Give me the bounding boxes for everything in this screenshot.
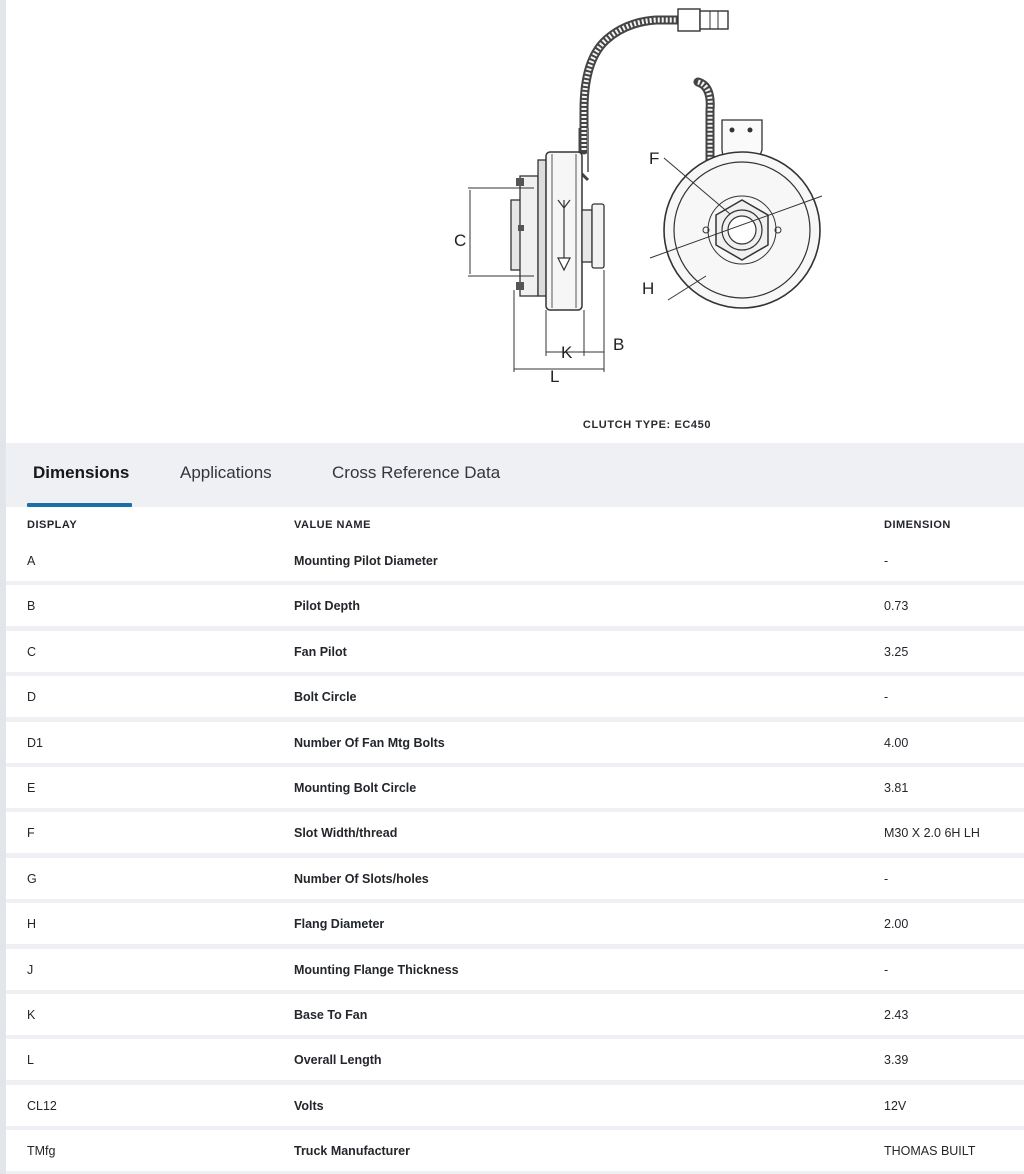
- table-row: [6, 1130, 1024, 1171]
- cell-value-name: Truck Manufacturer: [294, 1144, 411, 1159]
- front-bore-inner: [728, 216, 756, 244]
- cell-dimension: M30 X 2.0 6H LH: [884, 826, 980, 841]
- side-flange: [520, 176, 538, 296]
- table-row: [6, 540, 1024, 581]
- cell-display: E: [27, 780, 36, 795]
- dim-label-c: C: [454, 231, 467, 250]
- cell-display: A: [27, 554, 36, 568]
- cell-dimension: THOMAS BUILT: [884, 1144, 976, 1159]
- cell-display: F: [27, 826, 35, 841]
- cell-value-name: Mounting Flange Thickness: [294, 962, 459, 977]
- cell-display: H: [27, 917, 37, 932]
- cell-value-name: Flang Diameter: [294, 917, 385, 932]
- cell-value-name: Mounting Bolt Circle: [294, 780, 417, 795]
- table-row: [6, 1039, 1024, 1080]
- table-row: [6, 903, 1024, 944]
- table-row: [6, 631, 1024, 672]
- table-row: [6, 812, 1024, 853]
- table-header: [6, 507, 1024, 540]
- dim-label-f: F: [649, 149, 660, 168]
- table-row: [6, 994, 1024, 1035]
- cell-dimension: 3.39: [884, 1053, 909, 1068]
- bracket-hole: [730, 128, 735, 133]
- cell-value-name: Pilot Depth: [294, 599, 360, 614]
- cell-display: CL12: [27, 1098, 57, 1113]
- table-row: [6, 676, 1024, 717]
- header-value-name: VALUE NAME: [294, 519, 371, 531]
- clutch-diagram: [6, 0, 1024, 443]
- cell-dimension: -: [884, 690, 889, 705]
- dim-label-k: K: [561, 343, 573, 362]
- table-row: [6, 858, 1024, 899]
- clutch-type-caption: CLUTCH TYPE: EC450: [582, 419, 712, 431]
- cell-dimension: -: [884, 962, 889, 977]
- cell-value-name: Number Of Fan Mtg Bolts: [294, 735, 445, 750]
- cell-dimension: 12V: [884, 1098, 907, 1113]
- cell-value-name: Fan Pilot: [294, 644, 347, 659]
- cell-display: G: [27, 871, 37, 886]
- table-row: [6, 722, 1024, 763]
- cell-dimension: 2.00: [884, 917, 909, 932]
- side-stud: [516, 282, 524, 290]
- cell-value-name: Mounting Pilot Diameter: [294, 554, 438, 568]
- tab-bar: [6, 443, 1024, 507]
- tab-dimensions[interactable]: Dimensions: [33, 463, 130, 482]
- side-pilot-cap: [592, 204, 604, 268]
- side-stud: [516, 178, 524, 186]
- cell-dimension: 4.00: [884, 735, 909, 750]
- cell-value-name: Base To Fan: [294, 1007, 368, 1022]
- cell-display: TMfg: [27, 1144, 56, 1159]
- connector-body: [678, 9, 700, 31]
- dim-label-l: L: [550, 367, 560, 386]
- cell-dimension: 0.73: [884, 599, 909, 614]
- tab-applications[interactable]: Applications: [180, 463, 272, 482]
- cell-value-name: Number Of Slots/holes: [294, 871, 429, 886]
- cell-display: L: [27, 1053, 34, 1068]
- side-stud: [518, 225, 524, 231]
- cell-display: K: [27, 1007, 36, 1022]
- cell-dimension: 3.25: [884, 644, 909, 659]
- cell-dimension: 2.43: [884, 1007, 909, 1022]
- dim-label-h: H: [642, 279, 655, 298]
- connector-plug: [700, 11, 728, 29]
- side-wire-outer: [584, 20, 678, 150]
- cell-value-name: Volts: [294, 1098, 324, 1113]
- tab-cross-reference-data[interactable]: Cross Reference Data: [332, 463, 501, 482]
- cell-display: B: [27, 599, 36, 614]
- bracket-hole: [748, 128, 753, 133]
- cell-dimension: 3.81: [884, 780, 909, 795]
- side-pilot: [582, 210, 592, 262]
- cell-dimension: -: [884, 554, 889, 568]
- cell-dimension: -: [884, 871, 889, 886]
- cell-display: D: [27, 690, 37, 705]
- table-body: [6, 540, 1024, 1171]
- table-row: [6, 1085, 1024, 1126]
- table-row: [6, 585, 1024, 626]
- header-dimension: DIMENSION: [884, 519, 951, 531]
- cell-value-name: Bolt Circle: [294, 690, 357, 705]
- dimensions-table: [6, 507, 1024, 1171]
- cell-display: C: [27, 644, 37, 659]
- table-row: [6, 767, 1024, 808]
- cell-display: D1: [27, 735, 43, 750]
- dim-label-b: B: [613, 335, 625, 354]
- cell-display: J: [27, 962, 34, 977]
- cell-value-name: Overall Length: [294, 1053, 382, 1068]
- side-wire-coil: [584, 20, 678, 150]
- header-display: DISPLAY: [27, 519, 78, 531]
- table-row: [6, 949, 1024, 990]
- clutch-diagram-panel: [6, 0, 1024, 443]
- cell-value-name: Slot Width/thread: [294, 826, 398, 841]
